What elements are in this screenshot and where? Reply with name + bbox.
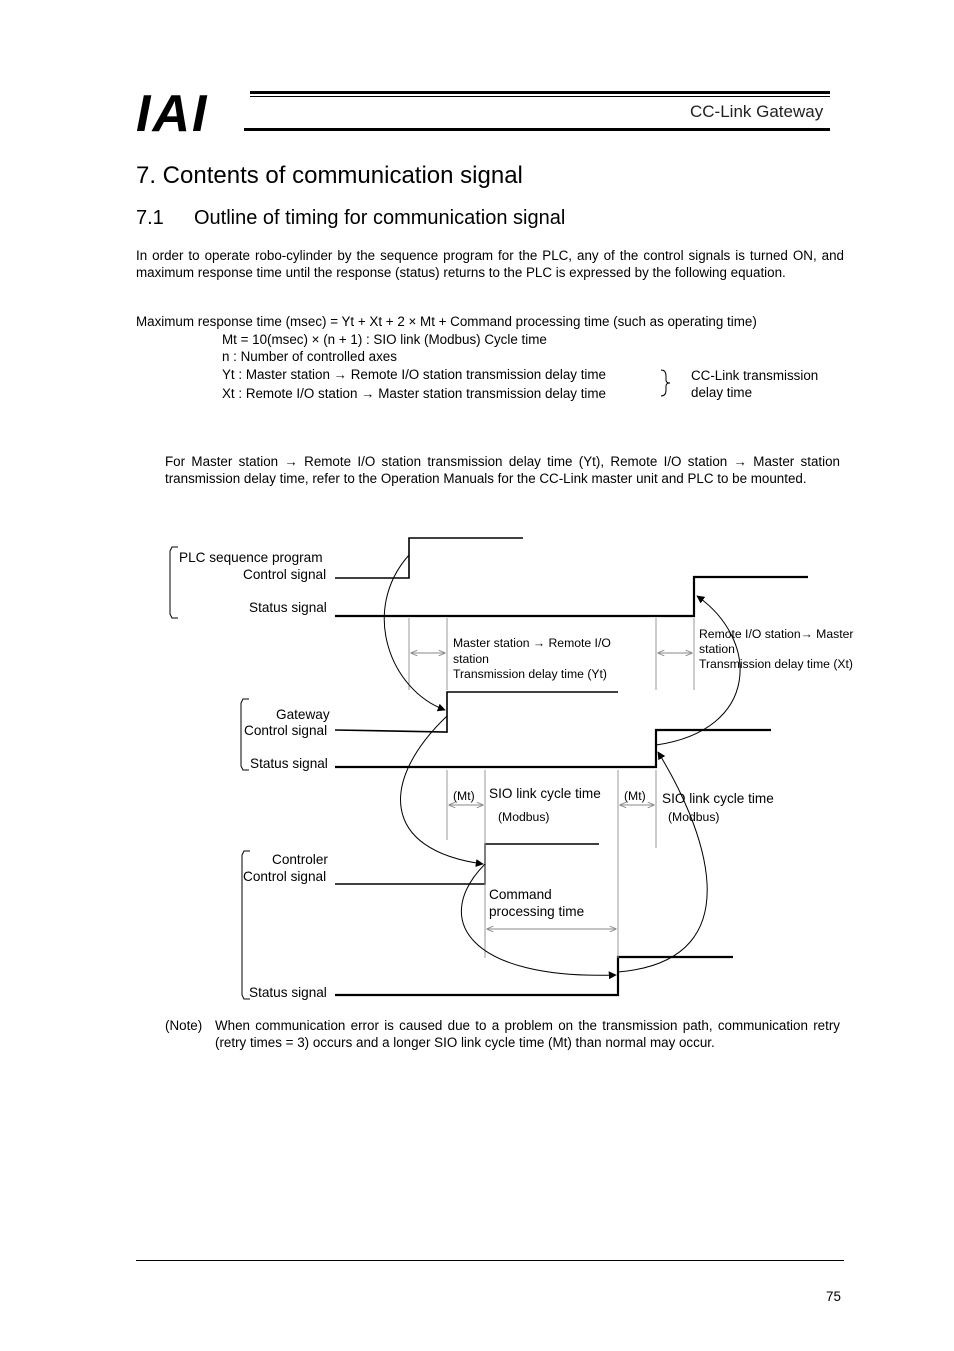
- intro-paragraph: In order to operate robo-cylinder by the sequence program for the PLC, any of the control signals is turned ON, and maximum response time until the response (status) returns to the PLC is expressed by the following equation.: [136, 248, 844, 280]
- gateway-status-label: Status signal: [250, 756, 328, 771]
- command-label-1: Command: [489, 887, 552, 902]
- header-title: CC-Link Gateway: [690, 102, 824, 121]
- refer-paragraph: For Master station → Remote I/O station transmission delay time (Yt), Remote I/O station → Master station transmission delay time, refer to the Operation Manuals for the CC-Link master unit and PLC to be mounted.: [165, 454, 840, 486]
- gateway-control-signal: [335, 692, 618, 732]
- equation-main: Maximum response time (msec) = Yt + Xt + 2 × Mt + Command processing time (such as operating time): [136, 314, 757, 329]
- gateway-status-signal: [335, 730, 771, 767]
- equation-xt: Xt : Remote I/O station → Master station transmission delay time: [222, 386, 607, 401]
- mt1-label: (Mt): [453, 789, 475, 803]
- yt-label-2: station: [453, 652, 489, 666]
- subsection-heading: Outline of timing for communication signal: [194, 207, 566, 229]
- page-number: 75: [826, 1289, 841, 1304]
- subsection-number: 7.1: [136, 207, 164, 229]
- yt-label-3: Transmission delay time (Yt): [453, 667, 607, 681]
- equation-yt: Yt : Master station → Remote I/O station transmission delay time: [222, 367, 607, 382]
- plc-bracket: [170, 547, 178, 618]
- equation-n: n : Number of controlled axes: [222, 349, 397, 364]
- yt-label-1: Master station → Remote I/O: [453, 636, 611, 650]
- plc-control-signal: [335, 538, 523, 578]
- brace-label: CC-Link transmission delay time: [691, 368, 819, 400]
- gateway-title-label: Gateway: [276, 707, 330, 722]
- sio2-label: SIO link cycle time: [662, 791, 774, 806]
- controller-status-label: Status signal: [249, 985, 327, 1000]
- company-logo: IAI: [136, 85, 209, 143]
- controller-control-signal: [335, 844, 599, 884]
- equation-mt: Mt = 10(msec) × (n + 1) : SIO link (Modbus) Cycle time: [222, 332, 547, 347]
- modbus2-label: (Modbus): [668, 810, 720, 824]
- controller-title-label: Controler: [272, 852, 328, 867]
- gateway-control-label: Control signal: [244, 723, 328, 738]
- plc-control-label: Control signal: [243, 567, 327, 582]
- section-heading: 7. Contents of communication signal: [136, 162, 523, 189]
- plc-status-label: Status signal: [249, 600, 327, 615]
- sio1-label: SIO link cycle time: [489, 786, 601, 801]
- flow-curve-plc-to-gateway: [384, 555, 445, 710]
- xt-label-1: Remote I/O station→ Master: [699, 627, 854, 641]
- xt-label-2: station: [699, 642, 735, 656]
- note-label: (Note): [165, 1018, 203, 1033]
- controller-control-label: Control signal: [243, 869, 327, 884]
- controller-status-signal: [335, 957, 733, 995]
- plc-title-label: PLC sequence program: [179, 550, 323, 565]
- modbus1-label: (Modbus): [498, 810, 550, 824]
- flow-curve-controller-to-gateway: [618, 752, 707, 972]
- note-text: When communication error is caused due to a problem on the transmission path, communication retry (retry times = 3) occurs and a longer SIO link cycle time (Mt) than normal may occur.: [215, 1018, 840, 1050]
- command-label-2: processing time: [489, 904, 585, 919]
- footer-rule: [136, 1260, 844, 1261]
- xt-label-3: Transmission delay time (Xt): [699, 657, 853, 671]
- mt2-label: (Mt): [624, 789, 646, 803]
- plc-status-signal: [335, 577, 808, 616]
